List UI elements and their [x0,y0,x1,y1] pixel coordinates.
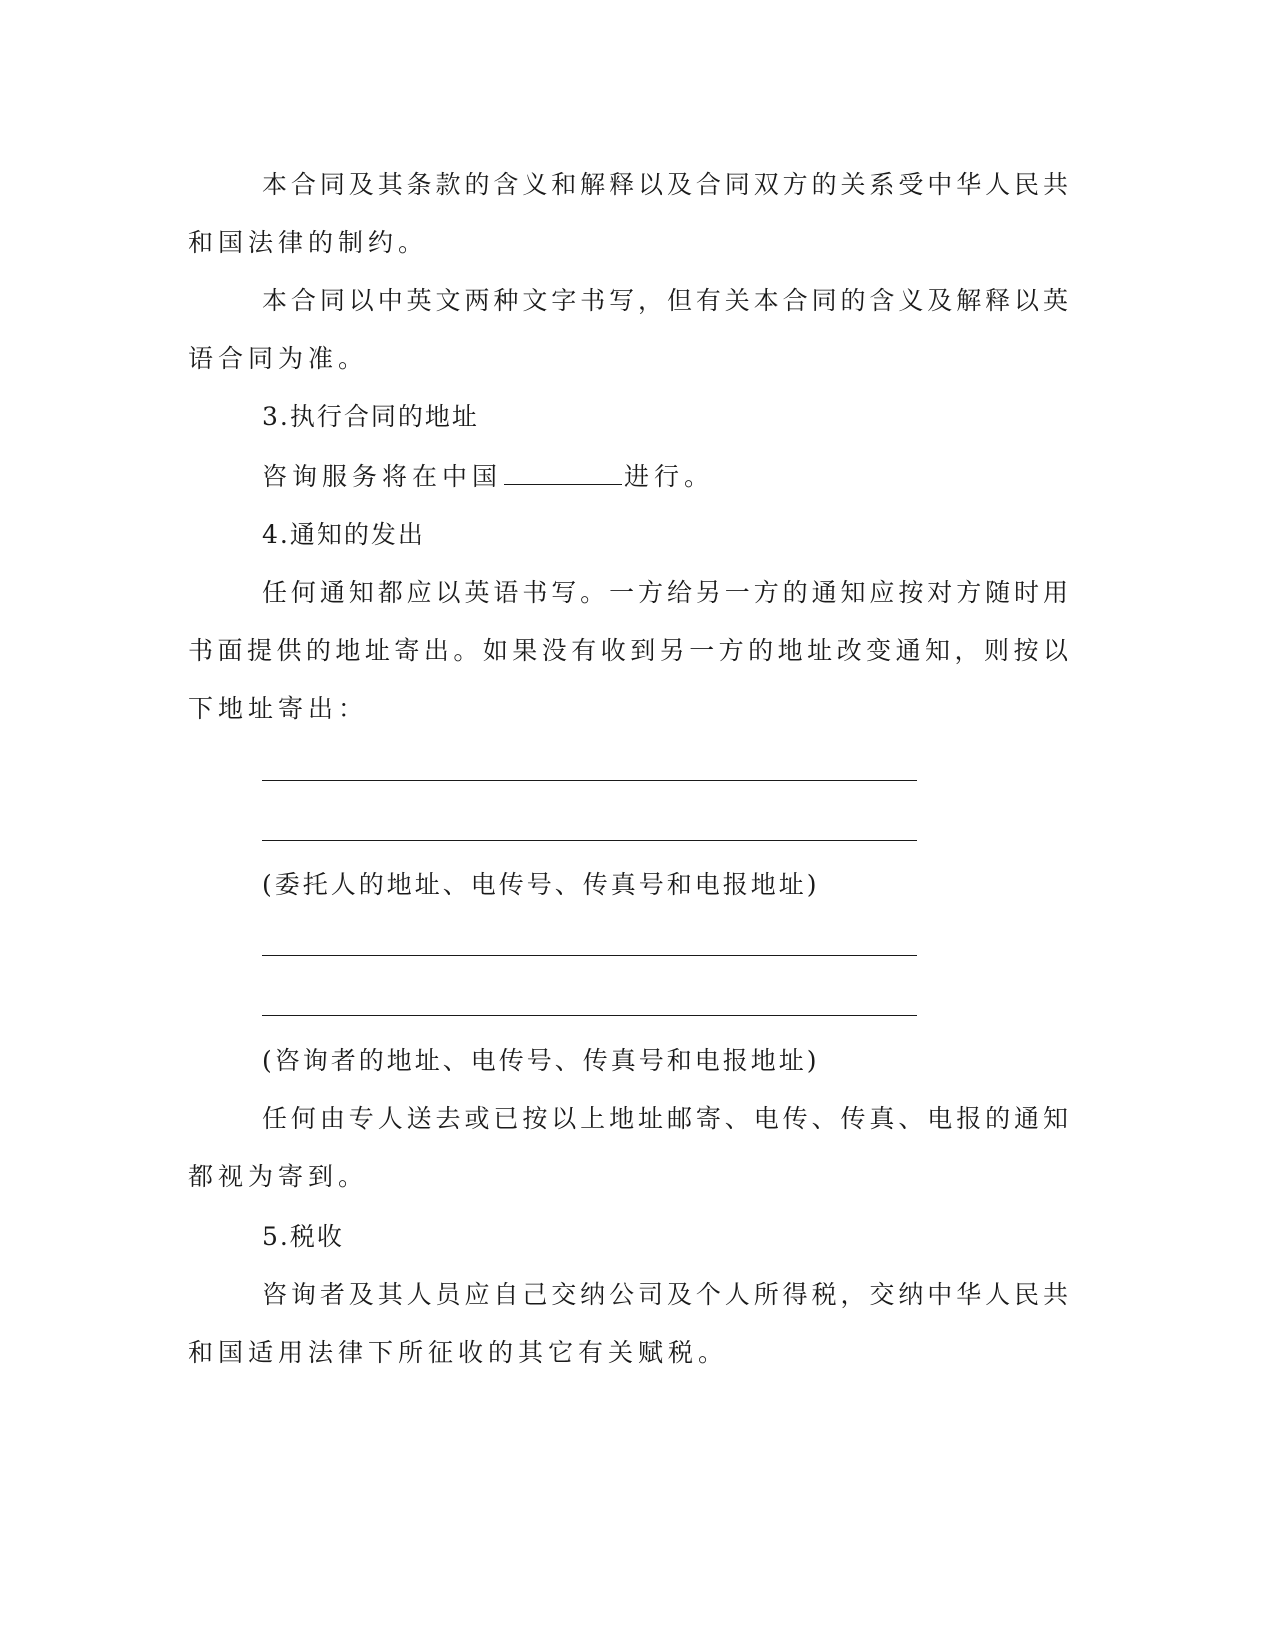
section-3-text-after: 进行。 [624,462,715,491]
law-paragraph-line-1: 本合同及其条款的含义和解释以及合同双方的关系受中华人民共 [262,170,1068,199]
client-address-blank-1 [262,780,917,781]
location-blank [504,458,622,485]
section-4-heading: 4.通知的发出 [262,520,425,549]
notice-paragraph-line-2: 书面提供的地址寄出。如果没有收到另一方的地址改变通知，则按以 [188,636,1068,665]
client-address-blank-2 [262,840,917,841]
notice-paragraph-line-1: 任何通知都应以英语书写。一方给另一方的通知应按对方随时用 [262,578,1068,607]
language-paragraph-line-1: 本合同以中英文两种文字书写，但有关本合同的含义及解释以英 [262,286,1068,315]
language-paragraph-line-2: 语合同为准。 [188,344,369,373]
section-5-heading: 5.税收 [262,1222,344,1251]
section-3-sentence [262,458,714,494]
consultant-address-blank-1 [262,955,917,956]
section-3-text-before: 咨询服务将在中国 [262,462,503,491]
client-address-caption: (委托人的地址、电传号、传真号和电报地址) [262,870,820,899]
section-3-heading: 3.执行合同的地址 [262,402,479,431]
consultant-address-caption: (咨询者的地址、电传号、传真号和电报地址) [262,1046,820,1075]
delivery-paragraph-line-2: 都视为寄到。 [188,1162,369,1191]
tax-paragraph-line-2: 和国适用法律下所征收的其它有关赋税。 [188,1338,729,1367]
delivery-paragraph-line-1: 任何由专人送去或已按以上地址邮寄、电传、传真、电报的通知 [262,1104,1068,1133]
notice-paragraph-line-3: 下地址寄出： [188,694,369,723]
law-paragraph-line-2: 和国法律的制约。 [188,228,429,257]
tax-paragraph-line-1: 咨询者及其人员应自己交纳公司及个人所得税，交纳中华人民共 [262,1280,1068,1309]
consultant-address-blank-2 [262,1015,917,1016]
